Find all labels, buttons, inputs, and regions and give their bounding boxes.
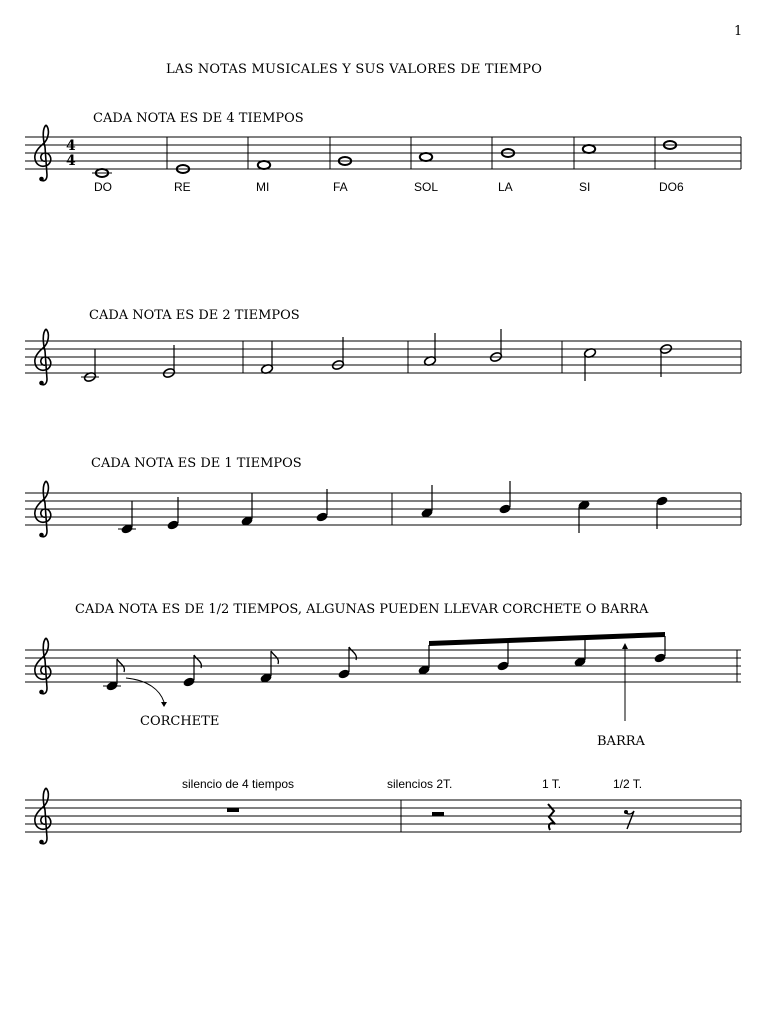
- note-name-si: SI: [579, 180, 591, 194]
- eighth-rest-icon: [624, 810, 634, 829]
- arrow-up-icon: [622, 643, 628, 649]
- beam-bar: [429, 632, 665, 646]
- section-heading-quarter-notes: CADA NOTA ES DE 1 TIEMPOS: [91, 456, 302, 471]
- note-name-re: RE: [174, 180, 191, 194]
- callout-corchete: CORCHETE: [140, 714, 220, 729]
- staff-half-notes: [25, 329, 741, 385]
- callout-barra: BARRA: [597, 734, 645, 749]
- whole-rest-icon: [227, 808, 239, 812]
- time-signature-bottom: 4: [66, 153, 76, 169]
- page-number: 1: [734, 24, 743, 39]
- whole-note-mi: [258, 161, 270, 169]
- note-name-fa: FA: [333, 180, 348, 194]
- staff-rests: [25, 788, 741, 844]
- rest-label-half: silencios 2T.: [387, 777, 453, 791]
- note-name-do6: DO6: [659, 180, 684, 194]
- note-name-la: LA: [498, 180, 513, 194]
- staff-whole-notes: [25, 125, 741, 181]
- section-heading-eighth-notes: CADA NOTA ES DE 1/2 TIEMPOS, ALGUNAS PUEDEN LLEVAR CORCHETE O BARRA: [75, 602, 649, 617]
- rest-label-eighth: 1/2 T.: [613, 777, 643, 791]
- staff-quarter-notes: [25, 481, 741, 537]
- arrow-down-icon: [161, 702, 167, 707]
- rest-label-quarter: 1 T.: [542, 777, 562, 791]
- page-title: LAS NOTAS MUSICALES Y SUS VALORES DE TIEMPO: [166, 62, 543, 77]
- section-heading-half-notes: CADA NOTA ES DE 2 TIEMPOS: [89, 308, 300, 323]
- half-rest-icon: [432, 812, 444, 816]
- note-name-mi: MI: [256, 180, 270, 194]
- whole-note-sol: [420, 153, 432, 161]
- staff-eighth-notes: [25, 632, 741, 721]
- rest-label-whole: silencio de 4 tiempos: [182, 777, 295, 791]
- whole-note-si: [583, 145, 595, 153]
- time-signature-top: 4: [66, 138, 76, 154]
- note-name-do: DO: [94, 180, 112, 194]
- section-heading-whole-notes: CADA NOTA ES DE 4 TIEMPOS: [93, 111, 304, 126]
- note-name-sol: SOL: [414, 180, 439, 194]
